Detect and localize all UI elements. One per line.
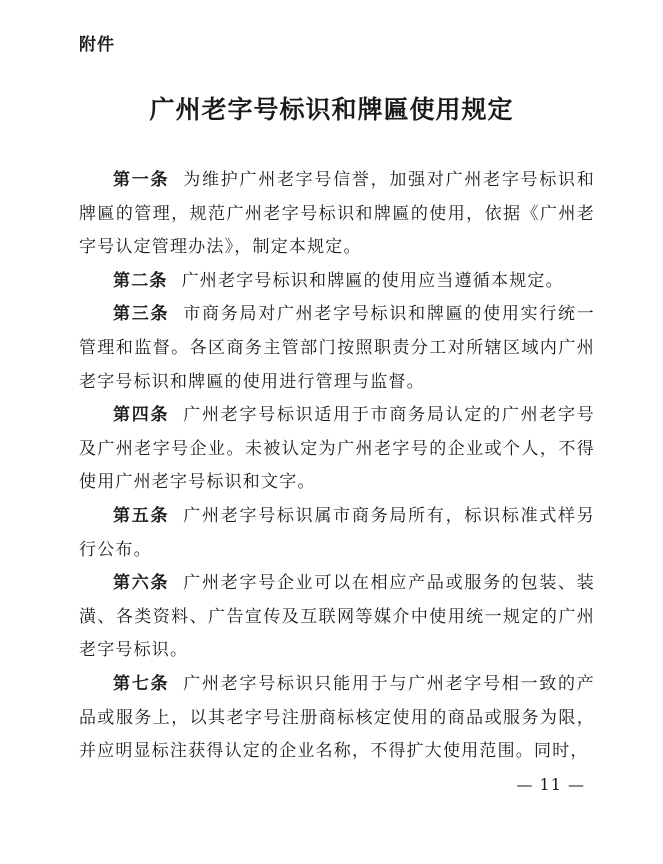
- document-body: [79, 164, 595, 769]
- article-label: 第七条: [113, 673, 170, 694]
- article-label: 第二条: [113, 270, 168, 291]
- article-6: [79, 567, 595, 668]
- article-1: [79, 164, 595, 265]
- article-text: 广州老字号企业可以在相应产品或服务的包装、装潢、各类资料、广告宣传及互联网等媒介中使用统一规定的广州老字号标识。: [79, 573, 595, 661]
- article-label: 第三条: [113, 304, 170, 325]
- attachment-label: 附件: [79, 35, 115, 55]
- article-text: 广州老字号标识适用于市商务局认定的广州老字号及广州老字号企业。未被认定为广州老字号的企业或个人，不得使用广州老字号标识和文字。: [79, 405, 595, 493]
- article-text: 广州老字号标识和牌匾的使用应当遵循本规定。: [181, 270, 564, 291]
- page-number: — 11 —: [516, 775, 585, 794]
- document-title: 广州老字号标识和牌匾使用规定: [149, 95, 514, 124]
- article-3: [79, 298, 595, 399]
- article-label: 第四条: [113, 405, 170, 426]
- article-4: [79, 399, 595, 500]
- article-label: 第六条: [113, 573, 170, 594]
- article-label: 第一条: [113, 170, 170, 190]
- article-label: 第五条: [113, 505, 170, 526]
- article-7: [79, 668, 595, 769]
- article-text: 广州老字号标识属市商务局所有，标识标准式样另行公布。: [79, 505, 595, 560]
- article-text: 市商务局对广州老字号标识和牌匾的使用实行统一管理和监督。各区商务主管部门按照职责分工对所辖区域内广州老字号标识和牌匾的使用进行管理与监督。: [79, 304, 595, 392]
- article-text: 为维护广州老字号信誉，加强对广州老字号标识和牌匾的管理，规范广州老字号标识和牌匾的使用，依据《广州老字号认定管理办法》，制定本规定。: [79, 170, 595, 258]
- article-5: [79, 500, 595, 567]
- article-2: [79, 265, 595, 299]
- article-text: 广州老字号标识只能用于与广州老字号相一致的产品或服务上，以其老字号注册商标核定使用的商品或服务为限，并应明显标注获得认定的企业名称，不得扩大使用范围。同时，: [79, 673, 595, 762]
